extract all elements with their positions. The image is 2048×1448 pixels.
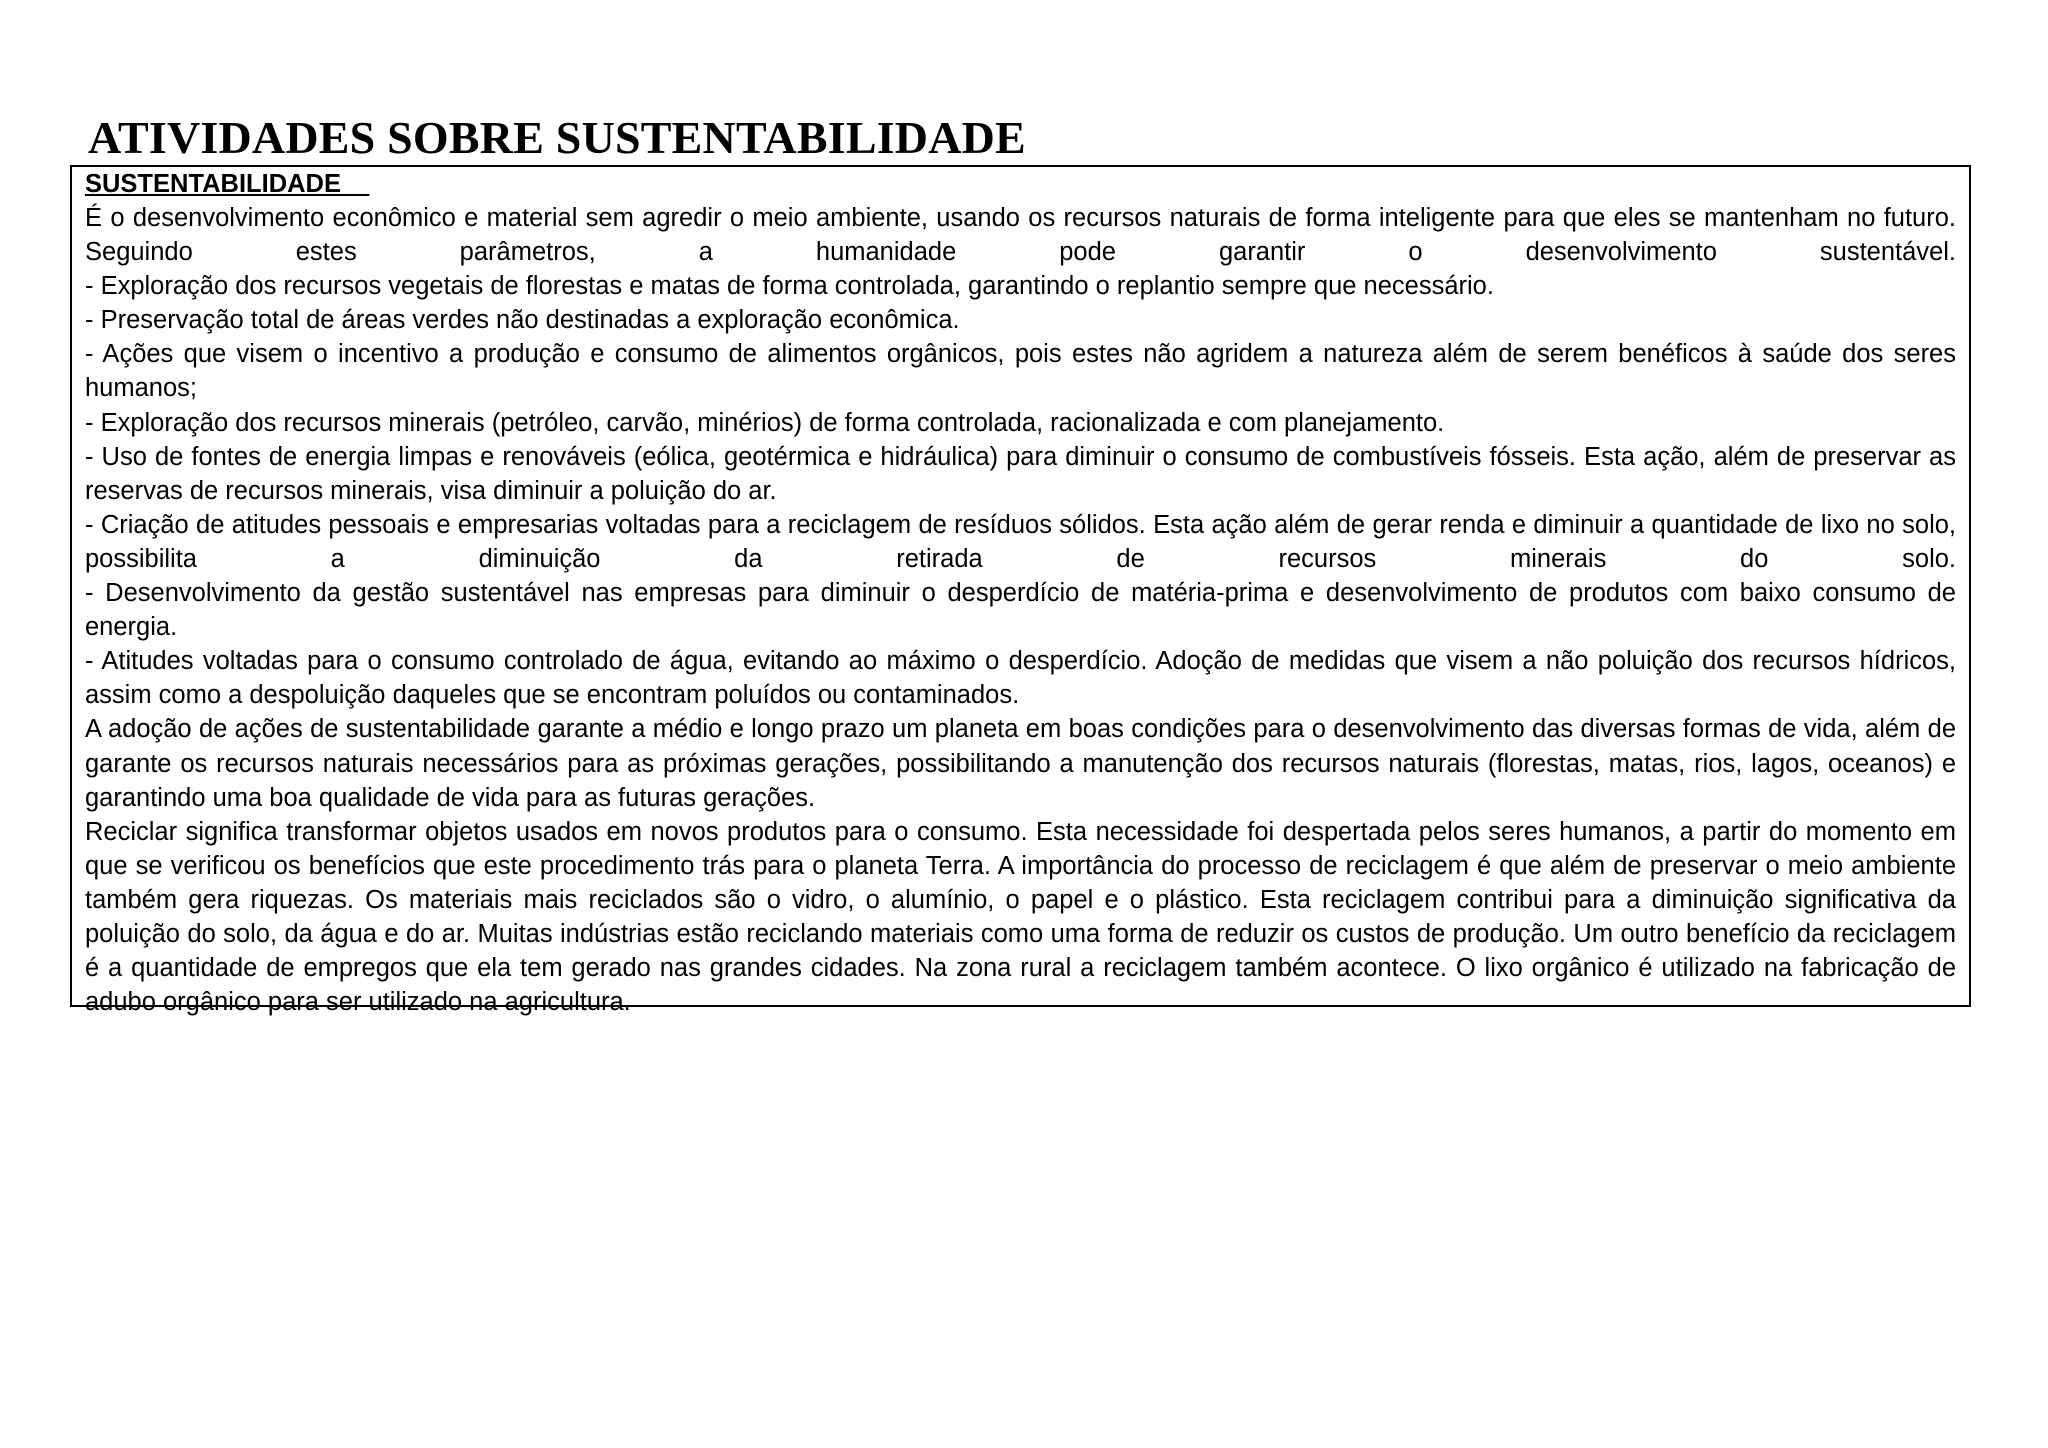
paragraph-item: - Criação de atitudes pessoais e empresarias voltadas para a reciclagem de resíduos sólidos. Esta ação além de gerar renda e diminuir a quantidade de lixo no solo, possibilita a diminuição da retirada de recursos minerais do solo. [85,510,1956,573]
paragraph-item: - Uso de fontes de energia limpas e renováveis (eólica, geotérmica e hidráulica) para diminuir o consumo de combustíveis fósseis. Esta ação, além de preservar as reservas de recursos minerais, visa diminuir a poluição do ar. [85,442,1956,505]
paragraph-item: - Exploração dos recursos vegetais de florestas e matas de forma controlada, garantindo o replantio sempre que necessário. [85,272,1494,301]
paragraph-definition: É o desenvolvimento econômico e material sem agredir o meio ambiente, usando os recursos naturais de forma inteligente para que eles se mantenham no futuro. Seguindo estes parâmetros, a humanidade pode garantir o desenvolvimento sustentável. [85,204,1956,267]
paragraph-conclusion: A adoção de ações de sustentabilidade garante a médio e longo prazo um planeta em boas condições para o desenvolvimento das diversas formas de vida, além de garante os recursos naturais necessários para as próximas gerações, possibilitando a manutenção dos recursos naturais (florestas, matas, rios, lagos, oceanos) e garantindo uma boa qualidade de vida para as futuras gerações. [85,715,1956,812]
paragraph-item: - Atitudes voltadas para o consumo controlado de água, evitando ao máximo o desperdício. Adoção de medidas que visem a não poluição dos recursos hídricos, assim como a despoluição daqueles que se encontram poluídos ou contaminados. [85,647,1956,710]
paragraph-item: - Exploração dos recursos minerais (petróleo, carvão, minérios) de forma controlada, racionalizada e com planejamento. [85,408,1445,437]
page-title: ATIVIDADES SOBRE SUSTENTABILIDADE [88,112,1026,163]
paragraph-item: - Ações que visem o incentivo a produção e consumo de alimentos orgânicos, pois estes não agridem a natureza além de serem benéficos à saúde dos seres humanos; [85,340,1956,403]
content-box [70,165,1971,1017]
paragraph-item: - Desenvolvimento da gestão sustentável nas empresas para diminuir o desperdício de matéria-prima e desenvolvimento de produtos com baixo consumo de energia. [85,579,1956,642]
box-heading: SUSTENTABILIDADE [85,170,370,198]
paragraph-recycling: Reciclar significa transformar objetos usados em novos produtos para o consumo. Esta necessidade foi despertada pelos seres humanos, a partir do momento em que se verificou os benefícios que este procedimento trás para o planeta Terra. A importância do processo de reciclagem é que além de preservar o meio ambiente também gera riquezas. Os materiais mais reciclados são o vidro, o alumínio, o papel e o plástico. Esta reciclagem contribui para a diminuição significativa da poluição do solo, da água e do ar. Muitas indústrias estão reciclando materiais como uma forma de reduzir os custos de produção. Um outro benefício da reciclagem é a quantidade de empregos que ela tem gerado nas grandes cidades. Na zona rural a reciclagem também acontece. O lixo orgânico é utilizado na fabricação de adubo orgânico para ser utilizado na agricultura. [85,817,1956,1017]
paragraph-item: - Preservação total de áreas verdes não destinadas a exploração econômica. [85,306,960,335]
